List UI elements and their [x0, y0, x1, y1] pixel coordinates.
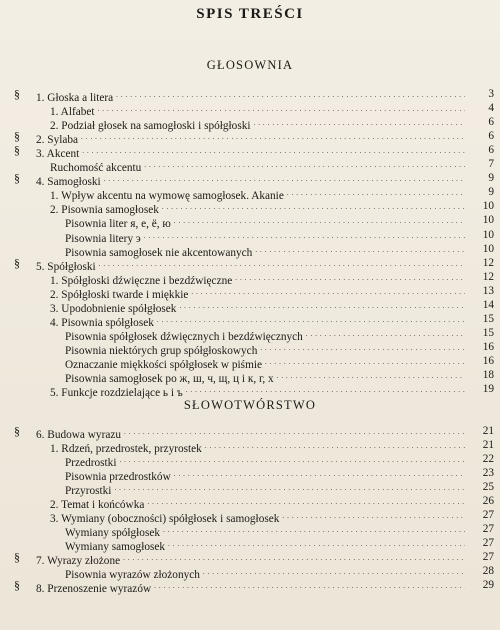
toc-entry-label: 2. Temat i końcówka	[50, 499, 145, 511]
dot-leader	[104, 171, 465, 185]
toc-entry-label: 1. Rdzeń, przedrostek, przyrostek	[50, 443, 202, 455]
toc-page-number: 26	[482, 495, 494, 507]
toc-page-number: 27	[482, 551, 494, 563]
dot-leader	[174, 466, 465, 480]
toc-entry[interactable]	[0, 340, 500, 357]
dot-leader	[265, 354, 465, 368]
toc-entry-label: Pisownia samogłosek nie akcentowanych	[65, 246, 253, 259]
toc-entry[interactable]	[0, 242, 500, 259]
toc-entry[interactable]	[0, 115, 500, 133]
toc-page-number: 18	[482, 369, 494, 381]
toc-page-number: 21	[482, 425, 494, 437]
toc-page-number: 29	[482, 579, 494, 591]
section-sign: §	[14, 255, 20, 270]
toc-entry-label: Wymiany samogłosek	[65, 541, 166, 553]
dot-leader	[287, 185, 465, 199]
section-title: SŁOWOTWÓRSTWO	[183, 398, 317, 412]
toc-entry-label: 2. Sylaba	[36, 134, 79, 147]
toc-page-number: 12	[482, 270, 494, 283]
toc-entry[interactable]	[0, 452, 500, 469]
toc-entry[interactable]	[0, 326, 500, 343]
toc-page-number: 16	[482, 340, 494, 353]
dot-leader	[163, 522, 465, 536]
toc-page-number: 10	[482, 242, 494, 255]
dot-leader	[174, 213, 465, 227]
toc-entry-label: 5. Spółgłoski	[36, 260, 96, 273]
toc-entry-label: Pisownia liter я, е, ё, ю	[65, 218, 171, 231]
toc-page-number: 13	[482, 284, 494, 297]
toc-entry[interactable]	[0, 157, 500, 175]
dot-leader	[144, 228, 465, 242]
toc-entry[interactable]	[0, 494, 500, 511]
toc-entry[interactable]	[0, 382, 500, 400]
toc-entry-label: 8. Przenoszenie wyrazów	[36, 583, 152, 595]
toc-page-number: 15	[482, 312, 494, 325]
dot-leader	[260, 340, 465, 354]
toc-entry-label: Ruchomość akcentu	[50, 162, 142, 175]
toc-entry-label: Pisownia litery э	[65, 232, 141, 245]
toc-entry-label: Oznaczanie miękkości spółgłosek w piśmie	[65, 358, 263, 371]
toc-page-number: 14	[482, 298, 494, 311]
toc-entry[interactable]	[0, 438, 500, 455]
toc-entry-label: Pisownia wyrazów złożonych	[65, 569, 200, 581]
toc-entry-body	[36, 578, 468, 596]
toc-entry-label: 2. Spółgłoski twarde i miękkie	[50, 288, 189, 301]
toc-entry[interactable]	[0, 143, 500, 161]
toc-entry-label: 7. Wyrazy złożone	[36, 555, 121, 567]
dot-leader	[124, 424, 465, 438]
dot-leader	[203, 564, 465, 578]
toc-entry-label: 4. Pisownia spółgłosek	[50, 316, 154, 329]
dot-leader	[98, 101, 465, 115]
dot-leader	[144, 157, 465, 171]
dot-leader	[205, 438, 465, 452]
toc-page-number: 9	[488, 186, 494, 199]
toc-entry[interactable]	[0, 255, 500, 273]
toc-entry-label: Pisownia spółgłosek dźwięcznych i bezdźwięcznych	[65, 330, 303, 343]
toc-entry[interactable]	[0, 312, 500, 329]
toc-page-number: 10	[482, 228, 494, 241]
toc-entry-label: 3. Upodobnienie spółgłosek	[50, 302, 177, 315]
toc-page-number: 3	[488, 88, 494, 100]
dot-leader	[123, 550, 465, 564]
dot-leader	[235, 270, 465, 284]
toc-entry-label: 1. Wpływ akcentu na wymowę samogłosek. Akanie	[50, 190, 284, 203]
section-sign: §	[14, 424, 20, 438]
toc-entry[interactable]	[0, 87, 500, 104]
toc-entry-label: 4. Samogłoski	[36, 176, 101, 189]
toc-page-number: 4	[488, 102, 494, 115]
dot-leader	[114, 480, 465, 494]
toc-entry[interactable]	[0, 564, 500, 581]
toc-page-number: 6	[488, 144, 494, 157]
toc-page-number: 10	[482, 214, 494, 227]
toc-entry[interactable]	[0, 171, 500, 189]
section-sign: §	[14, 129, 20, 144]
dot-leader	[179, 298, 465, 312]
toc-entry-label: 2. Podział głosek na samogłoski i spółgłoski	[50, 120, 251, 133]
toc-entry-label: 3. Wymiany (oboczności) spółgłosek i samogłosek	[50, 513, 280, 525]
toc-page-number: 22	[482, 453, 494, 465]
toc-entry-label: 6. Budowa wyrazu	[36, 429, 122, 441]
toc-entry-label: Przedrostki	[65, 457, 117, 469]
toc-entry-label: Pisownia niektórych grup spółgłoskowych	[65, 344, 258, 357]
page-title: SPIS TREŚCI	[196, 6, 304, 22]
toc-page-number: 10	[482, 200, 494, 213]
dot-leader	[255, 242, 465, 256]
section-sign: §	[14, 578, 20, 592]
toc-entry-label: 1. Spółgłoski dźwięczne i bezdźwięczne	[50, 274, 233, 287]
toc-entry-label: 5. Funkcje rozdzielające ь i ъ	[50, 387, 183, 400]
dot-leader	[306, 326, 465, 340]
toc-entry-label: Wymiany spółgłosek	[65, 527, 161, 539]
dot-leader	[116, 87, 465, 101]
dot-leader	[186, 382, 465, 396]
toc-page-number: 27	[482, 537, 494, 549]
section-title: GŁOSOWNIA	[206, 58, 294, 72]
toc-page-number: 7	[488, 158, 494, 171]
section-sign: §	[14, 143, 20, 158]
toc-entry[interactable]	[0, 466, 500, 483]
toc-entry-label: Pisownia przedrostków	[65, 471, 171, 483]
dot-leader	[191, 284, 465, 298]
toc-entry-label: 3. Akcent	[36, 148, 80, 161]
toc-entry[interactable]	[0, 424, 500, 441]
toc-entry[interactable]	[0, 101, 500, 119]
dot-leader	[82, 143, 465, 157]
dot-leader	[254, 115, 465, 129]
toc-entry[interactable]	[0, 522, 500, 539]
toc-entry-label: 1. Alfabet	[50, 106, 95, 119]
dot-leader	[119, 452, 465, 466]
toc-entry[interactable]	[0, 213, 500, 231]
toc-page-number: 28	[482, 565, 494, 577]
toc-entry[interactable]	[0, 578, 500, 595]
toc-page-number: 16	[482, 354, 494, 367]
toc-entry-label: 2. Pisownia samogłosek	[50, 204, 159, 217]
dot-leader	[81, 129, 465, 143]
toc-entry[interactable]	[0, 199, 500, 217]
toc-entry[interactable]	[0, 298, 500, 315]
dot-leader	[277, 368, 465, 382]
section-sign: §	[14, 550, 20, 564]
toc-page-number: 19	[482, 383, 494, 396]
toc-page-number: 9	[488, 172, 494, 185]
dot-leader	[154, 578, 465, 592]
toc-entry-label: Przyrostki	[65, 485, 112, 497]
toc-entry[interactable]	[0, 550, 500, 567]
toc-page-number: 15	[482, 326, 494, 339]
toc-page-number: 27	[482, 509, 494, 521]
dot-leader	[162, 199, 465, 213]
toc-entry-label: 1. Głoska a litera	[36, 92, 114, 104]
toc-entry-label: Pisownia samogłosek po ж, ш, ч, щ, ц i к, г, х	[65, 373, 274, 385]
toc-entry[interactable]	[0, 185, 500, 203]
toc-entry[interactable]	[0, 368, 500, 385]
toc-page-number: 12	[482, 256, 494, 269]
section-sign: §	[14, 87, 20, 101]
toc-page-number: 23	[482, 467, 494, 479]
toc-entry[interactable]	[0, 508, 500, 525]
dot-leader	[168, 536, 465, 550]
toc-page-number: 27	[482, 523, 494, 535]
dot-leader	[157, 312, 465, 326]
toc-entry[interactable]	[0, 536, 500, 553]
dot-leader	[147, 494, 465, 508]
toc-entry[interactable]	[0, 228, 500, 245]
toc-entry[interactable]	[0, 354, 500, 371]
toc-entry[interactable]	[0, 480, 500, 497]
dot-leader	[99, 256, 465, 270]
section-sign: §	[14, 171, 20, 186]
toc-page-number: 6	[488, 130, 494, 143]
toc-entry[interactable]	[0, 284, 500, 301]
toc-page-number: 25	[482, 481, 494, 493]
toc-entry[interactable]	[0, 270, 500, 287]
dot-leader	[282, 508, 465, 522]
toc-page-number: 6	[488, 116, 494, 129]
toc-page-number: 21	[482, 439, 494, 451]
toc-entry[interactable]	[0, 129, 500, 147]
